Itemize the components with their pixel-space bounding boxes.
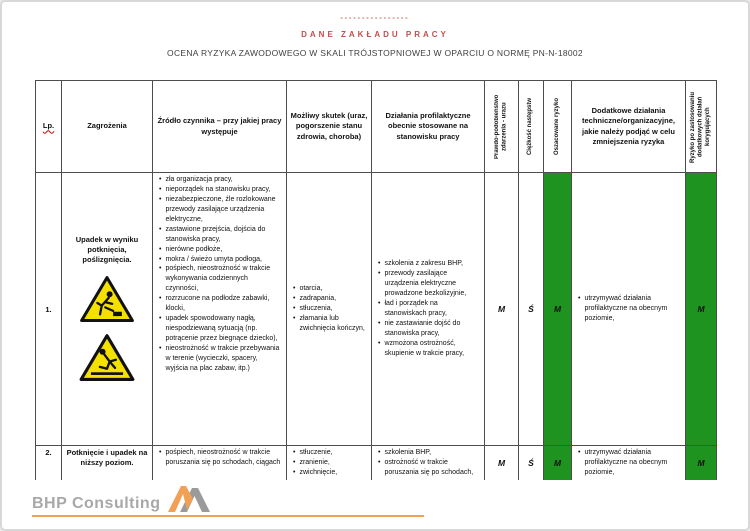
row2-effects: [287, 446, 372, 481]
row1-estimated-risk: M: [544, 173, 572, 446]
hazard-label: Potknięcie i upadek na niższy poziom.: [66, 448, 148, 467]
document-title: OCENA RYZYKA ZAWODOWEGO W SKALI TRÓJSTOPNIOWEJ W OPARCIU O NORMĘ PN-N-18002: [167, 48, 583, 58]
row2-additional: [572, 446, 686, 481]
row2-severity: Ś: [519, 446, 544, 481]
additional-list: [575, 294, 682, 324]
effect-list: [290, 284, 368, 334]
table-header-row: [36, 81, 717, 173]
row2-risk-after: M: [686, 446, 717, 481]
risk-table-wrapper: [35, 80, 718, 480]
list-item: • nieporządek na stanowisku pracy,: [159, 185, 282, 195]
list-item: • szkolenia z zakresu BHP,: [378, 259, 480, 269]
list-item: • otarcia,: [293, 284, 367, 294]
column-header-estimated-risk: Oszacowane ryzyko: [544, 81, 572, 173]
row2-sources: [153, 446, 287, 481]
table-row: [36, 173, 717, 446]
column-header-source: Źródło czynnika – przy jakiej pracy występuje: [153, 81, 287, 173]
company-data-title: DANE ZAKŁADU PRACY: [301, 30, 449, 39]
row1-hazard: [62, 173, 153, 446]
source-list: [156, 175, 283, 374]
row1-preventive: [372, 173, 485, 446]
list-item: • zwichnięcie,: [293, 468, 367, 478]
hazard-icons: [65, 275, 149, 383]
row1-sources: [153, 173, 287, 446]
list-item: • ostrożność w trakcie poruszania się po schodach,: [378, 458, 480, 478]
source-list: [156, 448, 283, 468]
list-item: • pośpiech, nieostrożność w trakcie wykonywania codziennych czynności,: [159, 264, 282, 294]
lp-label: Lp.: [42, 121, 55, 131]
row1-additional: [572, 173, 686, 446]
list-item: • stłuczenia,: [293, 304, 367, 314]
row1-lp: 1.: [36, 173, 62, 446]
list-item: • nieostrożność w trakcie przebywania w terenie (wycieczki, spacery, wyjścia na plac zabaw, itp.): [159, 344, 282, 374]
list-item: • wzmożona ostrożność, skupienie w trakcie pracy,: [378, 339, 480, 359]
dashed-separator: ----------------: [340, 15, 410, 22]
bhp-consulting-logo-icon: [166, 485, 214, 512]
list-item: • zranienie,: [293, 458, 367, 468]
column-header-hazard: Zagrożenia: [62, 81, 153, 173]
list-item: • upadek spowodowany nagłą, niespodziewaną sytuacją (np. potrącenie przez biegnące dziecko),: [159, 314, 282, 344]
additional-list: [575, 448, 682, 478]
column-header-severity: Ciężkość następstw: [519, 81, 544, 173]
row2-lp: 2.: [36, 446, 62, 481]
list-item: • szkolenia BHP,: [378, 448, 480, 458]
row2-estimated-risk: M: [544, 446, 572, 481]
column-header-probability: Prawdo-podobieństwo zdarzenia - urazu: [485, 81, 519, 173]
list-item: • utrzymywać działania profilaktyczne na obecnym poziomie,: [578, 448, 681, 478]
list-item: • przewody zasilające urządzenia elektryczne prowadzone bezkolizyjnie,: [378, 269, 480, 299]
document-header: [2, 2, 748, 58]
list-item: • pośpiech, nieostrożność w trakcie poruszania się po schodach, ciągach: [159, 448, 282, 468]
brand-underline: [32, 515, 424, 517]
column-header-effect: Możliwy skutek (uraz, pogorszenie stanu zdrowia, choroba): [287, 81, 372, 173]
list-item: • zastawione przejścia, dojścia do stanowiska pracy,: [159, 225, 282, 245]
preventive-list: [375, 259, 481, 358]
list-item: • niezabezpieczone, źle rozlokowane przewody zasilające urządzenia elektryczne,: [159, 195, 282, 225]
preventive-list: [375, 448, 481, 478]
list-item: • ład i porządek na stanowiskach pracy,: [378, 299, 480, 319]
table-row: [36, 446, 717, 481]
row2-hazard: [62, 446, 153, 481]
brand-row: [32, 485, 424, 512]
footer-logo: [32, 485, 424, 517]
row1-probability: M: [485, 173, 519, 446]
brand-name: BHP Consulting: [32, 495, 161, 512]
column-header-preventive: Działania profilaktyczne obecnie stosowane na stanowisku pracy: [372, 81, 485, 173]
list-item: • nierówne podłoże,: [159, 245, 282, 255]
column-header-lp: [36, 81, 62, 173]
hazard-label: Upadek w wyniku potknięcia, poślizgnięcia.: [75, 235, 139, 264]
row1-severity: Ś: [519, 173, 544, 446]
list-item: • nie zastawianie dojść do stanowiska pracy,: [378, 319, 480, 339]
row2-probability: M: [485, 446, 519, 481]
list-item: • zadrapania,: [293, 294, 367, 304]
row1-risk-after: M: [686, 173, 717, 446]
list-item: • zła organizacja pracy,: [159, 175, 282, 185]
effect-list: [290, 448, 368, 478]
column-header-additional: Dodatkowe działania techniczne/organizacyjne, jakie należy podjąć w celu zmniejszenia ryzyka: [572, 81, 686, 173]
list-item: • mokra / świeżo umyta podłoga,: [159, 255, 282, 265]
risk-assessment-table: [35, 80, 717, 480]
row2-preventive: [372, 446, 485, 481]
list-item: • utrzymywać działania profilaktyczne na obecnym poziomie,: [578, 294, 681, 324]
list-item: • stłuczenie,: [293, 448, 367, 458]
list-item: • rozrzucone na podłodze zabawki, klocki,: [159, 294, 282, 314]
column-header-risk-after: Ryzyko po zastosowaniu dodatkowych działań korygujących: [686, 81, 717, 173]
row1-effects: [287, 173, 372, 446]
list-item: • złamania lub zwichnięcia kończyn,: [293, 314, 367, 334]
slip-hazard-warning-icon: [78, 333, 136, 383]
trip-hazard-warning-icon: [79, 275, 135, 324]
